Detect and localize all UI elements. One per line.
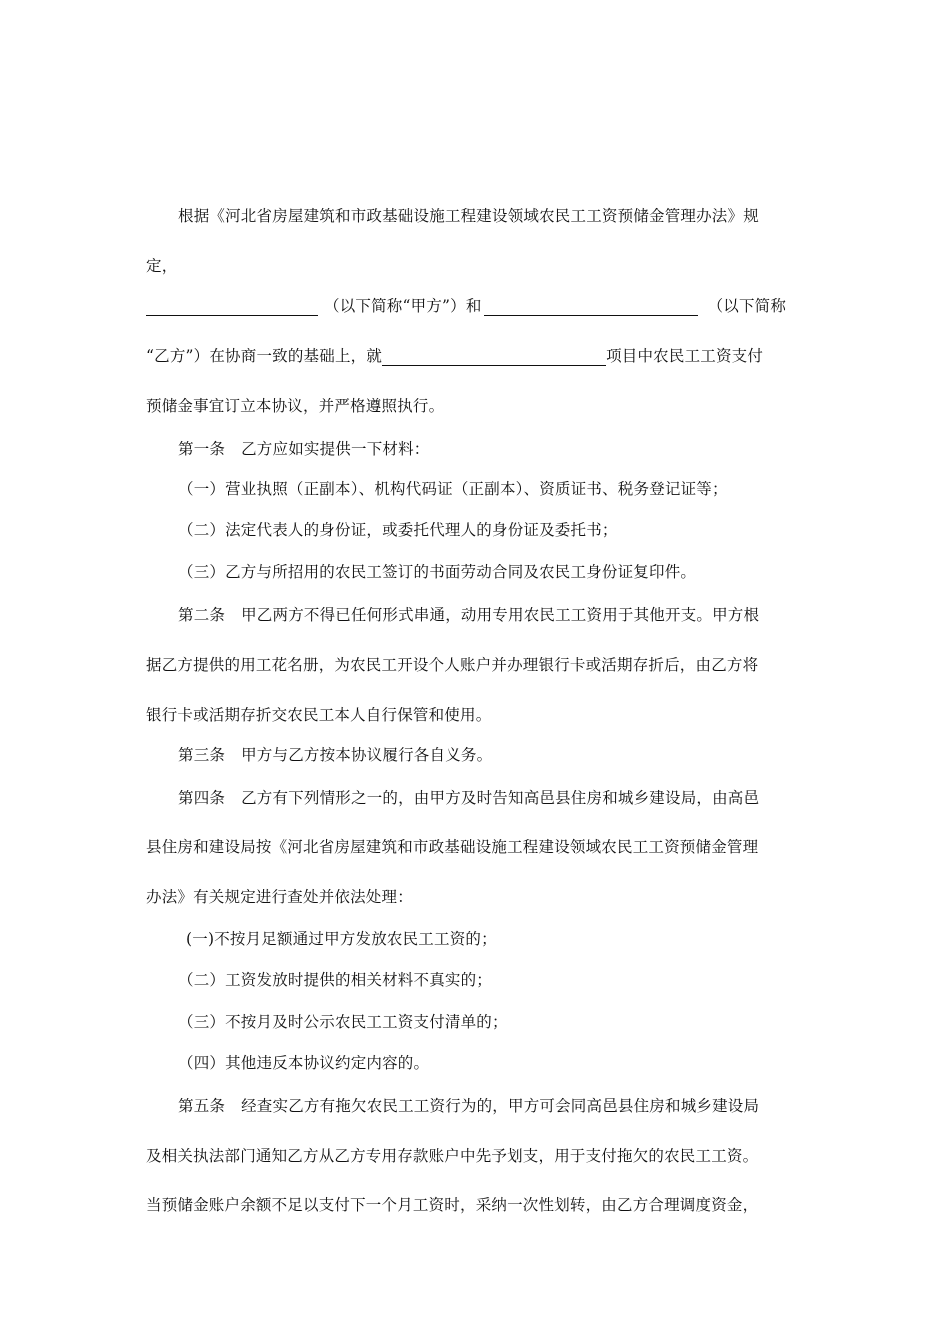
parties-line: [146, 294, 806, 316]
article-2-line-2: 据乙方提供的用工花名册，为农民工开设个人账户并办理银行卡或活期存折后，由乙方将: [146, 656, 759, 674]
article-4-item-1: (一)不按月足额通过甲方发放农民工工资的；: [186, 930, 497, 948]
article-5-text-1: 经查实乙方有拖欠农民工工资行为的，甲方可会同高邑县住房和城乡建设局: [241, 1097, 760, 1115]
party-b-close: “乙方”）在协商一致的基础上，就: [146, 347, 383, 365]
party-a-suffix: （以下简称“甲方”）和: [324, 297, 482, 315]
article-2-text-1: 甲乙两方不得已任何形式串通，动用专用农民工工资用于其他开支。甲方根: [241, 606, 760, 624]
article-3-number: 第三条: [178, 746, 226, 764]
article-3-text: 甲方与乙方按本协议履行各自义务。: [241, 746, 493, 764]
article-1-item-3: （三）乙方与所招用的农民工签订的书面劳动合同及农民工身份证复印件。: [178, 563, 697, 581]
article-4-text-1: 乙方有下列情形之一的，由甲方及时告知高邑县住房和城乡建设局，由高邑: [241, 789, 760, 807]
article-4-item-2: （二）工资发放时提供的相关材料不真实的；: [178, 971, 493, 989]
intro-line-2: 定，: [146, 257, 178, 275]
project-suffix: 项目中农民工工资支付: [606, 347, 764, 365]
article-2-line-3: 银行卡或活期存折交农民工本人自行保管和使用。: [146, 706, 492, 724]
project-line: [146, 344, 806, 366]
article-5-line-1: [178, 1094, 759, 1116]
article-1-text: 乙方应如实提供一下材料：: [241, 440, 430, 458]
article-1-number: 第一条: [178, 440, 226, 458]
article-1-heading: [178, 437, 430, 459]
intro-end: 预储金事宜订立本协议，并严格遵照执行。: [146, 397, 445, 415]
article-4-number: 第四条: [178, 789, 226, 807]
party-b-suffix: （以下简称: [707, 297, 787, 315]
article-2-line-1: [178, 603, 759, 625]
article-1-item-2: （二）法定代表人的身份证，或委托代理人的身份证及委托书；: [178, 521, 618, 539]
party-b-blank: [484, 299, 698, 316]
article-3: [178, 743, 492, 765]
article-1-item-1: （一）营业执照（正副本）、机构代码证（正副本）、资质证书、税务登记证等；: [178, 480, 728, 498]
article-5-number: 第五条: [178, 1097, 226, 1115]
article-2-number: 第二条: [178, 606, 226, 624]
party-a-blank: [146, 299, 318, 316]
article-4-line-1: [178, 786, 759, 808]
article-4-line-2: 县住房和建设局按《河北省房屋建筑和市政基础设施工程建设领域农民工工资预储金管理: [146, 838, 759, 856]
article-4-item-4: （四）其他违反本协议约定内容的。: [178, 1054, 430, 1072]
project-blank: [382, 349, 606, 366]
intro-line-1: 根据《河北省房屋建筑和市政基础设施工程建设领域农民工工资预储金管理办法》规: [178, 207, 759, 225]
article-4-line-3: 办法》有关规定进行查处并依法处理：: [146, 888, 413, 906]
article-5-line-2: 及相关执法部门通知乙方从乙方专用存款账户中先予划支，用于支付拖欠的农民工工资。: [146, 1147, 759, 1165]
article-4-item-3: （三）不按月及时公示农民工工资支付清单的；: [178, 1013, 508, 1031]
article-5-line-3: 当预储金账户余额不足以支付下一个月工资时，采纳一次性划转，由乙方合理调度资金，: [146, 1196, 759, 1214]
